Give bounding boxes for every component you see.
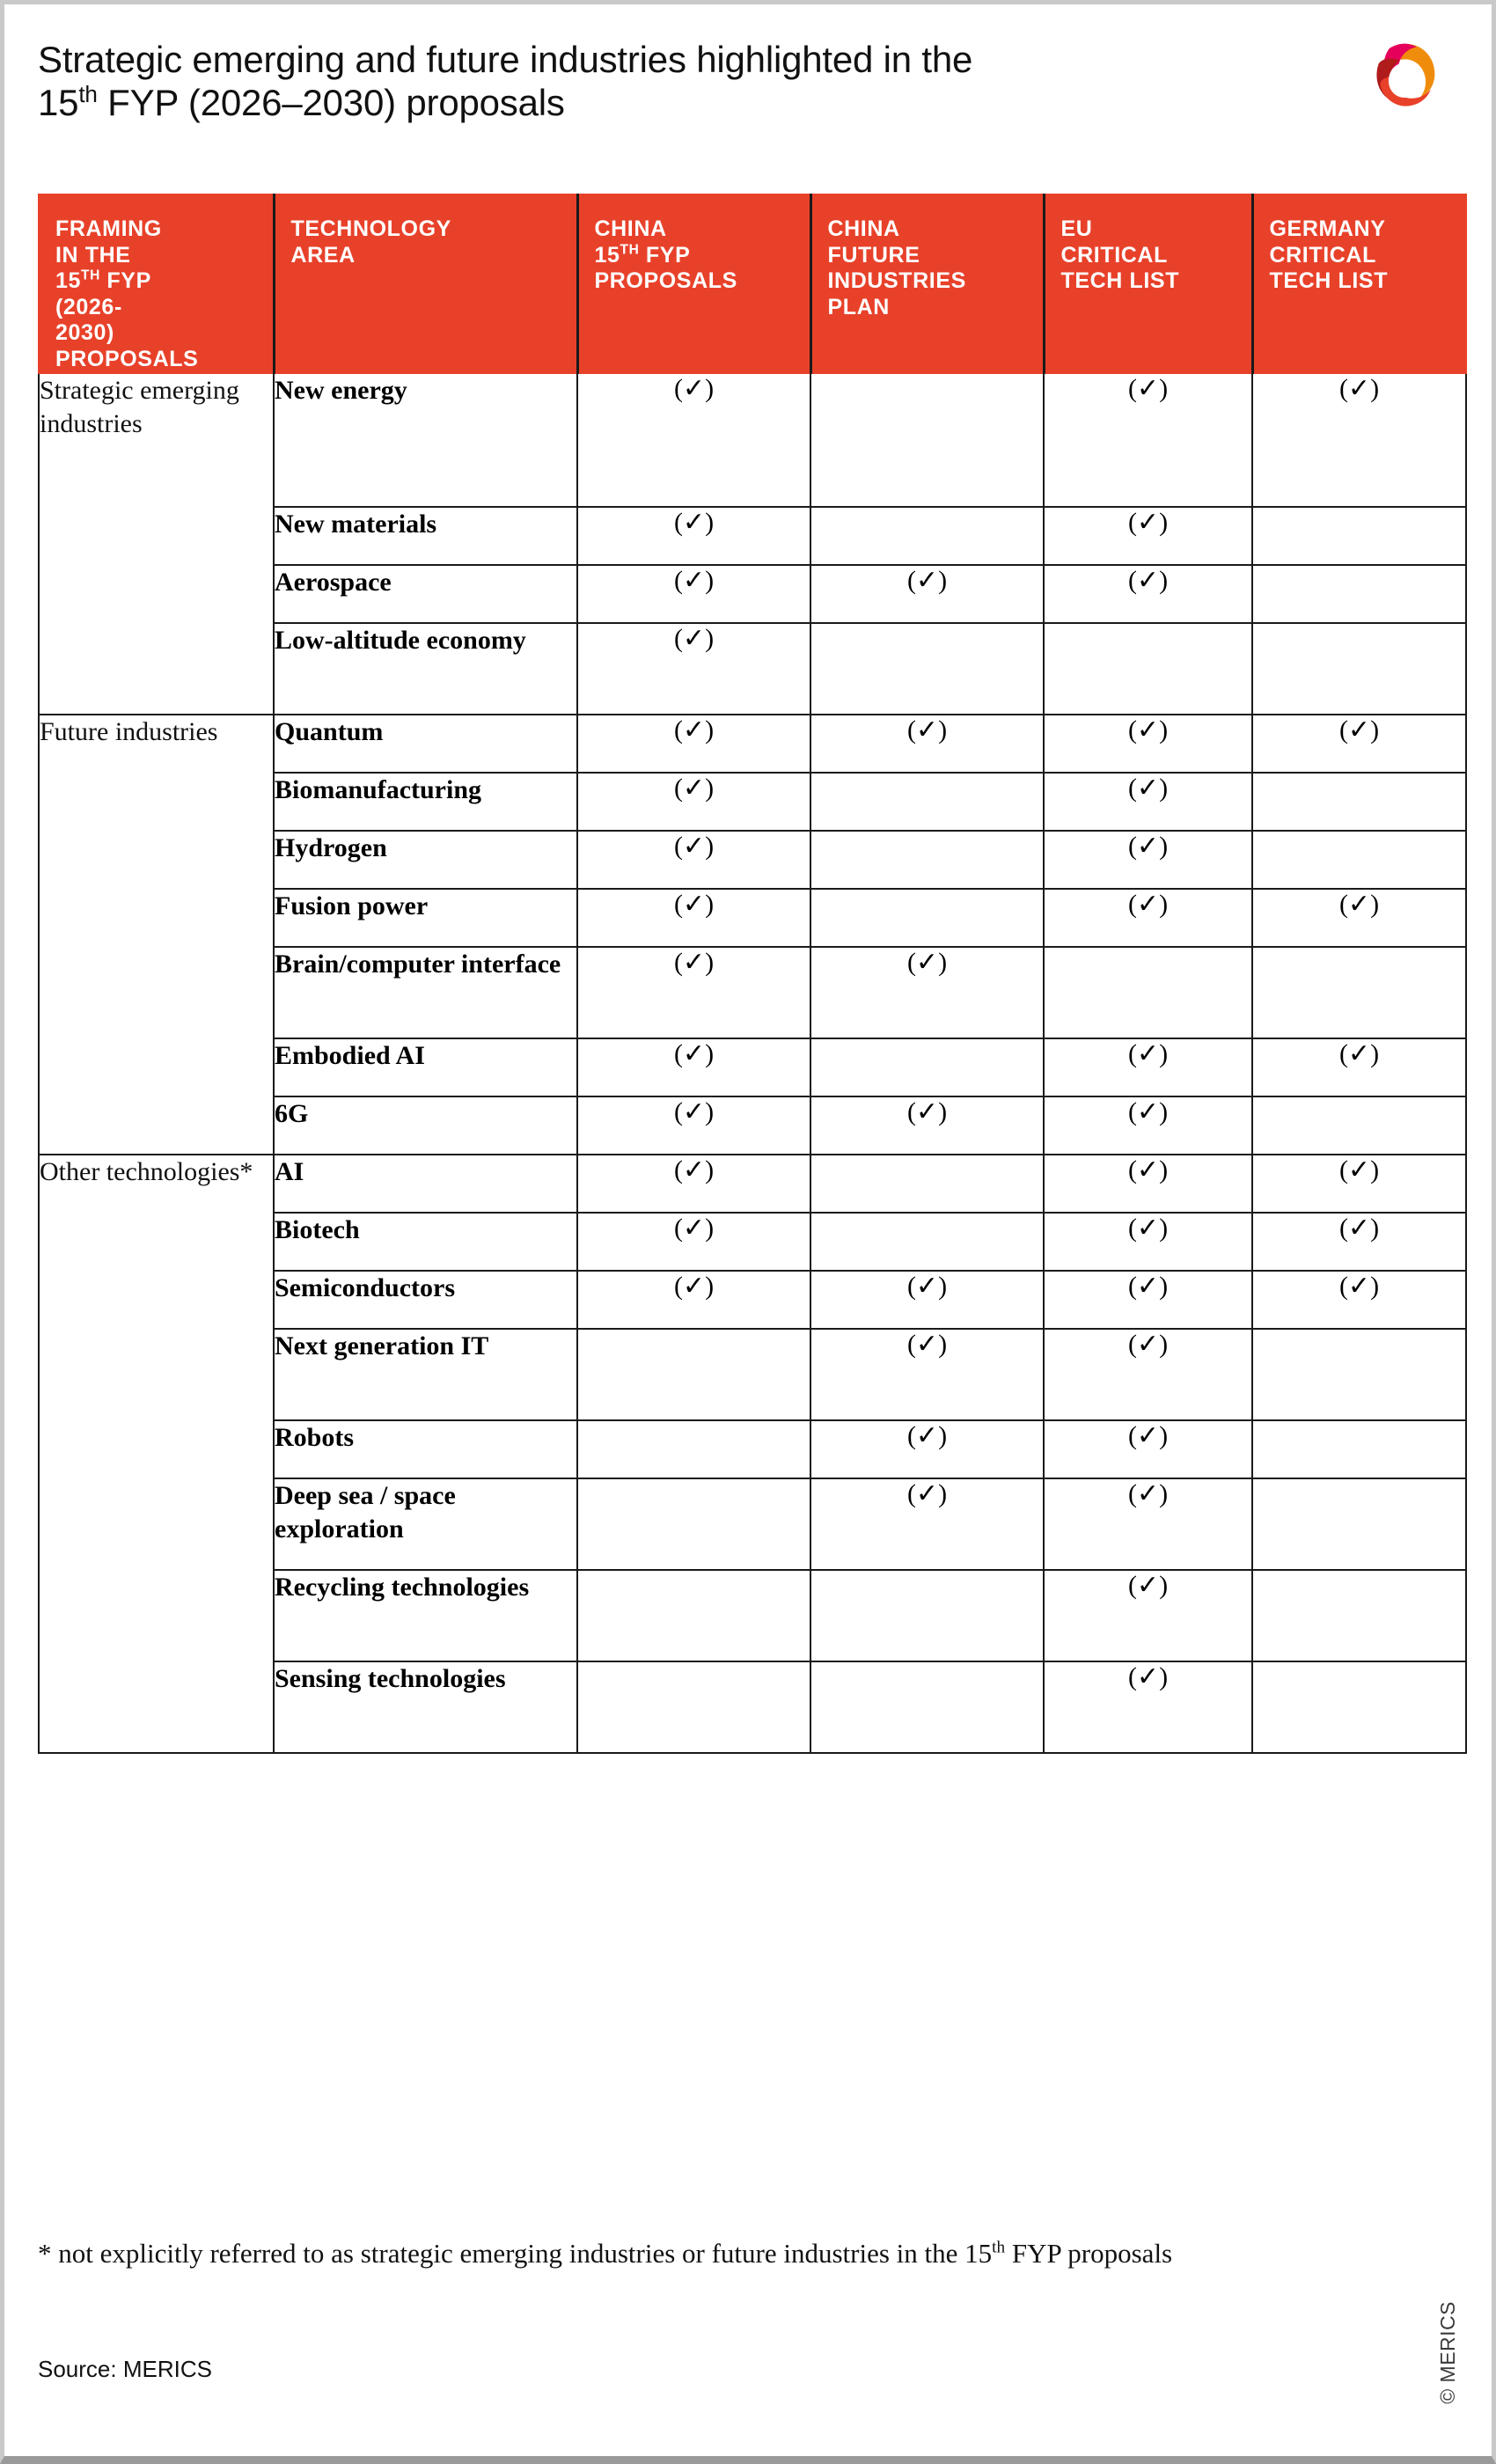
- mark-cell-eu-critical-tech: [1044, 947, 1252, 1038]
- check-icon: (✓): [673, 774, 715, 803]
- technology-matrix-table-wrapper: [38, 194, 1465, 1754]
- mark-cell-germany-critical-tech: [1252, 831, 1466, 889]
- technology-area-cell: Aerospace: [274, 565, 577, 623]
- mark-cell-china-future-industries: [810, 773, 1044, 831]
- col-header-framing-label: FRAMING IN THE 15TH FYP (2026- 2030) PROPOSALS: [55, 216, 199, 371]
- mark-cell-china-15th-fyp: [577, 1420, 810, 1478]
- check-icon: (✓): [1338, 715, 1380, 744]
- mark-cell-eu-critical-tech: [1044, 1271, 1252, 1329]
- technology-area-cell: Recycling technologies: [274, 1570, 577, 1661]
- check-icon: (✓): [673, 508, 715, 537]
- mark-cell-eu-critical-tech: [1044, 1420, 1252, 1478]
- mark-cell-china-15th-fyp: [577, 889, 810, 947]
- footnote: [38, 2235, 1428, 2273]
- mark-cell-china-15th-fyp: [577, 1329, 810, 1420]
- technology-area-cell: Robots: [274, 1420, 577, 1478]
- mark-cell-germany-critical-tech: [1252, 1570, 1466, 1661]
- check-icon: (✓): [1127, 1421, 1169, 1450]
- mark-cell-china-future-industries: [810, 1661, 1044, 1753]
- check-icon: (✓): [1127, 1571, 1169, 1600]
- copyright-label: © MERICS: [1436, 2301, 1459, 2404]
- mark-cell-eu-critical-tech: [1044, 1329, 1252, 1420]
- check-icon: (✓): [1127, 774, 1169, 803]
- technology-area-cell: Semiconductors: [274, 1271, 577, 1329]
- group-label-cell: Other technologies*: [39, 1155, 274, 1753]
- footnote-text-post: FYP proposals: [1005, 2238, 1173, 2269]
- mark-cell-germany-critical-tech: [1252, 1096, 1466, 1155]
- mark-cell-eu-critical-tech: [1044, 1096, 1252, 1155]
- check-icon: (✓): [1127, 1330, 1169, 1359]
- technology-area-cell: 6G: [274, 1096, 577, 1155]
- table-row: [39, 1155, 1466, 1213]
- check-icon: (✓): [1127, 1155, 1169, 1184]
- mark-cell-eu-critical-tech: [1044, 889, 1252, 947]
- mark-cell-china-future-industries: [810, 1420, 1044, 1478]
- mark-cell-china-15th-fyp: [577, 507, 810, 565]
- mark-cell-germany-critical-tech: [1252, 507, 1466, 565]
- mark-cell-eu-critical-tech: [1044, 565, 1252, 623]
- mark-cell-eu-critical-tech: [1044, 507, 1252, 565]
- mark-cell-germany-critical-tech: [1252, 1329, 1466, 1420]
- check-icon: (✓): [1127, 832, 1169, 861]
- technology-area-cell: Brain/computer interface: [274, 947, 577, 1038]
- footnote-number: 15: [964, 2238, 993, 2269]
- mark-cell-germany-critical-tech: [1252, 1038, 1466, 1096]
- check-icon: (✓): [673, 1097, 715, 1126]
- check-icon: (✓): [1127, 566, 1169, 595]
- mark-cell-china-15th-fyp: [577, 1661, 810, 1753]
- mark-cell-china-future-industries: [810, 1038, 1044, 1096]
- mark-cell-germany-critical-tech: [1252, 1271, 1466, 1329]
- col-header-china-15th-fyp: [577, 194, 810, 373]
- mark-cell-china-future-industries: [810, 1213, 1044, 1271]
- mark-cell-china-future-industries: [810, 1329, 1044, 1420]
- technology-area-cell: Fusion power: [274, 889, 577, 947]
- mark-cell-eu-critical-tech: [1044, 373, 1252, 507]
- check-icon: (✓): [906, 715, 948, 744]
- technology-area-cell: Hydrogen: [274, 831, 577, 889]
- mark-cell-germany-critical-tech: [1252, 947, 1466, 1038]
- mark-cell-eu-critical-tech: [1044, 1038, 1252, 1096]
- mark-cell-eu-critical-tech: [1044, 1478, 1252, 1570]
- technology-area-cell: Biotech: [274, 1213, 577, 1271]
- check-icon: (✓): [1127, 715, 1169, 744]
- mark-cell-china-15th-fyp: [577, 1096, 810, 1155]
- check-icon: (✓): [1127, 890, 1169, 919]
- mark-cell-china-15th-fyp: [577, 1038, 810, 1096]
- col-header-technology-area-label: TECHNOLOGY AREA: [290, 216, 451, 268]
- table-row: [39, 715, 1466, 773]
- mark-cell-germany-critical-tech: [1252, 1478, 1466, 1570]
- mark-cell-germany-critical-tech: [1252, 565, 1466, 623]
- check-icon: (✓): [1127, 1097, 1169, 1126]
- check-icon: (✓): [673, 832, 715, 861]
- technology-area-cell: New energy: [274, 373, 577, 507]
- check-icon: (✓): [1338, 1039, 1380, 1068]
- title-line-2-rest: FYP (2026–2030) proposals: [97, 82, 565, 124]
- check-icon: (✓): [906, 948, 948, 977]
- technology-area-cell: Low-altitude economy: [274, 623, 577, 715]
- check-icon: (✓): [673, 1272, 715, 1301]
- technology-matrix-table: [38, 194, 1467, 1754]
- mark-cell-germany-critical-tech: [1252, 773, 1466, 831]
- mark-cell-china-15th-fyp: [577, 773, 810, 831]
- mark-cell-china-future-industries: [810, 889, 1044, 947]
- col-header-germany-critical-tech: [1252, 194, 1466, 373]
- title-line-1: Strategic emerging and future industries highlighted in the: [38, 39, 973, 80]
- col-header-framing: [39, 194, 274, 373]
- mark-cell-eu-critical-tech: [1044, 623, 1252, 715]
- mark-cell-eu-critical-tech: [1044, 773, 1252, 831]
- mark-cell-eu-critical-tech: [1044, 1661, 1252, 1753]
- mark-cell-eu-critical-tech: [1044, 715, 1252, 773]
- mark-cell-china-future-industries: [810, 507, 1044, 565]
- check-icon: (✓): [906, 566, 948, 595]
- technology-area-cell: Deep sea / space exploration: [274, 1478, 577, 1570]
- check-icon: (✓): [1338, 1272, 1380, 1301]
- check-icon: (✓): [1338, 374, 1380, 403]
- check-icon: (✓): [673, 948, 715, 977]
- col-header-eu-critical-tech-label: EU CRITICAL TECH LIST: [1060, 216, 1180, 293]
- mark-cell-china-future-industries: [810, 715, 1044, 773]
- mark-cell-china-15th-fyp: [577, 373, 810, 507]
- check-icon: (✓): [1338, 1214, 1380, 1243]
- check-icon: (✓): [1127, 1272, 1169, 1301]
- check-icon: (✓): [1127, 374, 1169, 403]
- mark-cell-china-future-industries: [810, 947, 1044, 1038]
- check-icon: (✓): [673, 374, 715, 403]
- check-icon: (✓): [906, 1421, 948, 1450]
- col-header-china-future-industries-label: CHINA FUTURE INDUSTRIES PLAN: [827, 216, 966, 319]
- mark-cell-china-15th-fyp: [577, 1213, 810, 1271]
- mark-cell-china-15th-fyp: [577, 831, 810, 889]
- check-icon: (✓): [1338, 1155, 1380, 1184]
- technology-area-cell: New materials: [274, 507, 577, 565]
- mark-cell-eu-critical-tech: [1044, 831, 1252, 889]
- footnote-text-pre: * not explicitly referred to as strategic emerging industries or future industries in the: [38, 2238, 965, 2269]
- col-header-eu-critical-tech: [1044, 194, 1252, 373]
- check-icon: (✓): [673, 1039, 715, 1068]
- footnote-ordinal-suffix: th: [992, 2238, 1006, 2257]
- check-icon: (✓): [1127, 1479, 1169, 1508]
- mark-cell-china-15th-fyp: [577, 947, 810, 1038]
- group-label-cell: Strategic emerging industries: [39, 373, 274, 715]
- group-label-cell: Future industries: [39, 715, 274, 1155]
- mark-cell-china-future-industries: [810, 1570, 1044, 1661]
- technology-area-cell: Embodied AI: [274, 1038, 577, 1096]
- mark-cell-germany-critical-tech: [1252, 623, 1466, 715]
- mark-cell-germany-critical-tech: [1252, 889, 1466, 947]
- mark-cell-china-15th-fyp: [577, 1271, 810, 1329]
- check-icon: (✓): [1127, 508, 1169, 537]
- check-icon: (✓): [1127, 1662, 1169, 1691]
- check-icon: (✓): [673, 1214, 715, 1243]
- check-icon: (✓): [673, 715, 715, 744]
- check-icon: (✓): [906, 1479, 948, 1508]
- mark-cell-china-15th-fyp: [577, 1570, 810, 1661]
- table-row: [39, 373, 1466, 507]
- mark-cell-china-future-industries: [810, 373, 1044, 507]
- check-icon: (✓): [1338, 890, 1380, 919]
- technology-area-cell: Quantum: [274, 715, 577, 773]
- mark-cell-china-15th-fyp: [577, 623, 810, 715]
- mark-cell-china-future-industries: [810, 831, 1044, 889]
- mark-cell-china-future-industries: [810, 1155, 1044, 1213]
- check-icon: (✓): [673, 566, 715, 595]
- mark-cell-germany-critical-tech: [1252, 1661, 1466, 1753]
- merics-logo: [1367, 38, 1442, 114]
- col-header-china-future-industries: [810, 194, 1044, 373]
- technology-area-cell: Sensing technologies: [274, 1661, 577, 1753]
- header: [4, 4, 1496, 194]
- mark-cell-china-future-industries: [810, 623, 1044, 715]
- technology-area-cell: Next generation IT: [274, 1329, 577, 1420]
- technology-area-cell: Biomanufacturing: [274, 773, 577, 831]
- mark-cell-china-15th-fyp: [577, 1478, 810, 1570]
- mark-cell-germany-critical-tech: [1252, 1155, 1466, 1213]
- check-icon: (✓): [673, 624, 715, 653]
- mark-cell-china-future-industries: [810, 565, 1044, 623]
- col-header-technology-area: [274, 194, 577, 373]
- check-icon: (✓): [673, 890, 715, 919]
- page-title: [38, 38, 1270, 124]
- technology-area-cell: AI: [274, 1155, 577, 1213]
- check-icon: (✓): [1127, 1039, 1169, 1068]
- mark-cell-eu-critical-tech: [1044, 1570, 1252, 1661]
- mark-cell-china-15th-fyp: [577, 565, 810, 623]
- mark-cell-china-15th-fyp: [577, 715, 810, 773]
- mark-cell-eu-critical-tech: [1044, 1213, 1252, 1271]
- check-icon: (✓): [906, 1097, 948, 1126]
- mark-cell-china-future-industries: [810, 1478, 1044, 1570]
- mark-cell-china-future-industries: [810, 1271, 1044, 1329]
- col-header-germany-critical-tech-label: GERMANY CRITICAL TECH LIST: [1269, 216, 1389, 293]
- table-body: [39, 373, 1466, 1753]
- mark-cell-germany-critical-tech: [1252, 1420, 1466, 1478]
- check-icon: (✓): [906, 1272, 948, 1301]
- source-label: Source: MERICS: [38, 2356, 212, 2382]
- mark-cell-germany-critical-tech: [1252, 1213, 1466, 1271]
- check-icon: (✓): [673, 1155, 715, 1184]
- title-line-2-number: 15: [38, 82, 79, 124]
- mark-cell-eu-critical-tech: [1044, 1155, 1252, 1213]
- col-header-china-15th-fyp-label: CHINA 15TH FYP PROPOSALS: [594, 216, 737, 293]
- mark-cell-germany-critical-tech: [1252, 715, 1466, 773]
- check-icon: (✓): [1127, 1214, 1169, 1243]
- table-header-row: [39, 194, 1466, 373]
- mark-cell-china-future-industries: [810, 1096, 1044, 1155]
- mark-cell-germany-critical-tech: [1252, 373, 1466, 507]
- title-ordinal-suffix: th: [78, 81, 98, 108]
- mark-cell-china-15th-fyp: [577, 1155, 810, 1213]
- check-icon: (✓): [906, 1330, 948, 1359]
